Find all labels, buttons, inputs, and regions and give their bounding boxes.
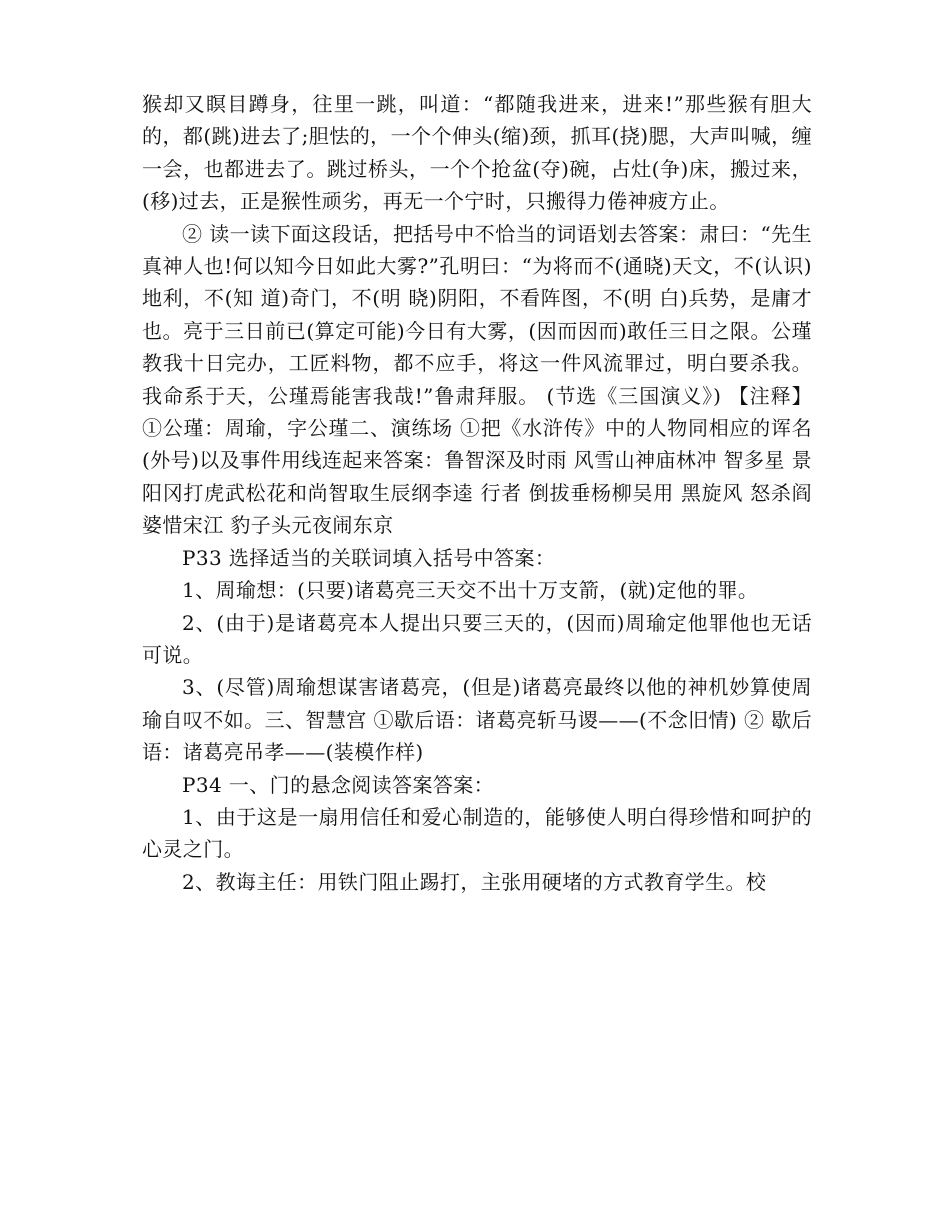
paragraph-p34-answer-1: 1、由于这是一扇用信任和爱心制造的，能够使人明白得珍惜和呵护的心灵之门。 bbox=[142, 804, 812, 862]
paragraph-monkey-passage: 猴却又瞑目蹲身，往里一跳，叫道：“都随我进来，进来!”那些猴有胆大的，都(跳)进去了;胆怯的，一个个伸头(缩)颈，抓耳(挠)腮，大声叫喊，缠一会，也都进去了。跳过桥头，一个个抢盆(夺)碗，占灶(争)床，搬过来，(移)过去，正是猴性顽劣，再无一个宁时，只搬得力倦神疲方止。 bbox=[142, 92, 812, 214]
paragraph-exercise-2: ② 读一读下面这段话，把括号中不恰当的词语划去答案：肃曰：“先生真神人也!何以知今日如此大雾?”孔明曰：“为将而不(通晓)天文，不(认识)地利，不(知 道)奇门，不(明 晓)阴阳，不看阵图，不(明 白)兵势，是庸才也。亮于三日前已(算定可能)今日有大雾，(因而因而)敢任三日之限。公瑾教我十日完办，工匠料物，都不应手，将这一件风流罪过，明白要杀我。我命系于天，公瑾焉能害我哉!”鲁肃拜服。 (节选《三国演义》) 【注释】①公瑾：周瑜，字公瑾二、演练场 ①把《水浒传》中的人物同相应的诨名(外号)以及事件用线连起来答案：鲁智深及时雨 风雪山神庙林冲 智多星 景阳冈打虎武松花和尚智取生辰纲李逵 行者 倒拔垂杨柳吴用 黑旋风 怒杀阎婆惜宋江 豹子头元夜闹东京 bbox=[142, 221, 812, 538]
paragraph-answer-3: 3、(尽管)周瑜想谋害诸葛亮，(但是)诸葛亮最终以他的神机妙算使周瑜自叹不如。三、智慧宫 ①歇后语：诸葛亮斩马谡——(不念旧情) ② 歇后语：诸葛亮吊孝——(装模作样) bbox=[142, 675, 812, 765]
paragraph-p34-answer-2: 2、教诲主任：用铁门阻止踢打，主张用硬堵的方式教育学生。校 bbox=[182, 869, 767, 894]
paragraph-answer-2: 2、(由于)是诸葛亮本人提出只要三天的，(因而)周瑜定他罪他也无话可说。 bbox=[142, 610, 812, 667]
paragraph-answer-1: 1、周瑜想：(只要)诸葛亮三天交不出十万支箭，(就)定他的罪。 bbox=[182, 578, 759, 603]
document-page bbox=[142, 88, 812, 898]
paragraph-p33-heading: P33 选择适当的关联词填入括号中答案： bbox=[182, 545, 556, 570]
paragraph-p34-heading: P34 一、门的悬念阅读答案答案： bbox=[182, 772, 495, 797]
